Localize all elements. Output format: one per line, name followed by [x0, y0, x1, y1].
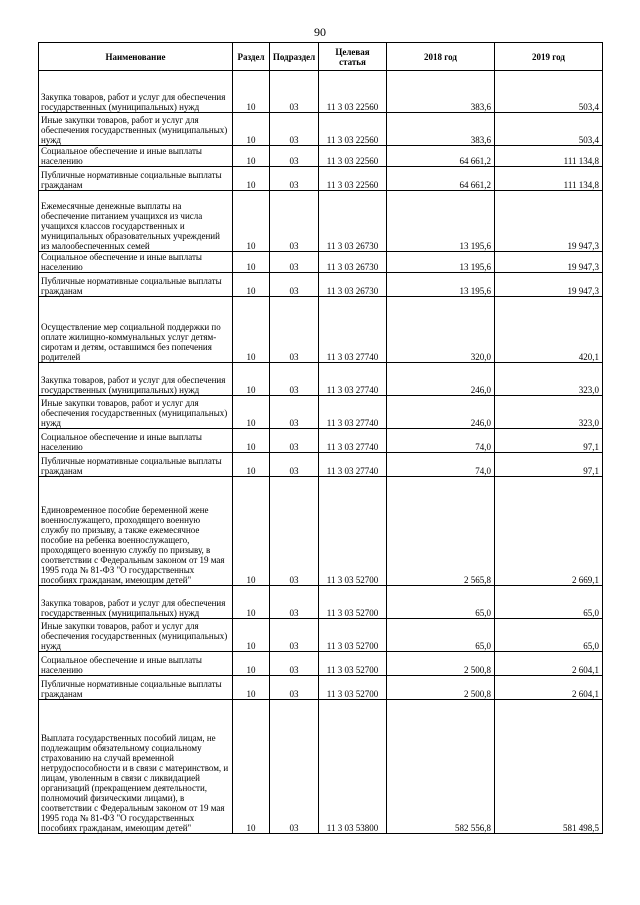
cell-2019: 19 947,3	[495, 252, 603, 273]
cell-subsection: 03	[270, 71, 319, 113]
cell-subsection: 03	[270, 586, 319, 619]
table-row	[39, 396, 603, 429]
table-row	[39, 586, 603, 619]
cell-2019: 503,4	[495, 113, 603, 146]
cell-name: Публичные нормативные социальные выплаты гражданам	[39, 273, 233, 297]
cell-name: Публичные нормативные социальные выплаты гражданам	[39, 453, 233, 477]
cell-2019: 111 134,8	[495, 146, 603, 167]
header-name: Наименование	[39, 43, 233, 71]
cell-2018: 2 565,8	[387, 477, 495, 586]
cell-name: Иные закупки товаров, работ и услуг для обеспечения государственных (муниципальных) нужд	[39, 619, 233, 652]
cell-2018: 246,0	[387, 363, 495, 396]
cell-name: Социальное обеспечение и иные выплаты населению	[39, 146, 233, 167]
cell-2018: 383,6	[387, 71, 495, 113]
table-row	[39, 429, 603, 453]
cell-2019: 581 498,5	[495, 700, 603, 834]
cell-name: Иные закупки товаров, работ и услуг для обеспечения государственных (муниципальных) нужд	[39, 113, 233, 146]
cell-target: 11 3 03 52700	[319, 586, 387, 619]
cell-subsection: 03	[270, 297, 319, 363]
cell-section: 10	[233, 252, 270, 273]
cell-2018: 64 661,2	[387, 146, 495, 167]
cell-section: 10	[233, 167, 270, 191]
header-section: Раздел	[233, 43, 270, 71]
table-row	[39, 363, 603, 396]
cell-section: 10	[233, 619, 270, 652]
cell-section: 10	[233, 297, 270, 363]
cell-section: 10	[233, 429, 270, 453]
table-row	[39, 477, 603, 586]
cell-2018: 65,0	[387, 586, 495, 619]
table-row	[39, 113, 603, 146]
cell-2018: 13 195,6	[387, 191, 495, 252]
cell-target: 11 3 03 52700	[319, 619, 387, 652]
cell-subsection: 03	[270, 429, 319, 453]
cell-section: 10	[233, 453, 270, 477]
cell-target: 11 3 03 53800	[319, 700, 387, 834]
cell-2019: 65,0	[495, 586, 603, 619]
cell-2018: 320,0	[387, 297, 495, 363]
cell-name: Осуществление мер социальной поддержки по оплате жилищно-коммунальных услуг детям-сиротам и детям, оставшимся без попечения родителей	[39, 297, 233, 363]
cell-subsection: 03	[270, 652, 319, 676]
cell-subsection: 03	[270, 700, 319, 834]
cell-subsection: 03	[270, 252, 319, 273]
cell-subsection: 03	[270, 396, 319, 429]
cell-target: 11 3 03 27740	[319, 396, 387, 429]
cell-2018: 2 500,8	[387, 652, 495, 676]
cell-section: 10	[233, 700, 270, 834]
cell-name: Выплата государственных пособий лицам, не подлежащим обязательному социальному страхованию на случай временной нетрудоспособности и в связи с материнством, и лицам, уволенным в связи с ликвидацией организаций (прекращением деятельности, полномочий физическими лицами), в соответствии с Федеральным законом от 19 мая 1995 года № 81-ФЗ "О государственных пособиях гражданам, имеющим детей"	[39, 700, 233, 834]
cell-2018: 65,0	[387, 619, 495, 652]
header-2018: 2018 год	[387, 43, 495, 71]
budget-table	[38, 42, 603, 834]
cell-2019: 503,4	[495, 71, 603, 113]
cell-target: 11 3 03 27740	[319, 453, 387, 477]
cell-subsection: 03	[270, 273, 319, 297]
cell-subsection: 03	[270, 676, 319, 700]
page-number: 90	[314, 25, 326, 39]
cell-name: Закупка товаров, работ и услуг для обеспечения государственных (муниципальных) нужд	[39, 363, 233, 396]
cell-section: 10	[233, 652, 270, 676]
cell-section: 10	[233, 477, 270, 586]
cell-2018: 246,0	[387, 396, 495, 429]
cell-target: 11 3 03 26730	[319, 252, 387, 273]
cell-subsection: 03	[270, 363, 319, 396]
cell-2019: 323,0	[495, 363, 603, 396]
cell-section: 10	[233, 146, 270, 167]
cell-subsection: 03	[270, 477, 319, 586]
cell-subsection: 03	[270, 453, 319, 477]
cell-2019: 323,0	[495, 396, 603, 429]
cell-2019: 2 669,1	[495, 477, 603, 586]
cell-subsection: 03	[270, 146, 319, 167]
table-row	[39, 453, 603, 477]
table-row	[39, 191, 603, 252]
cell-target: 11 3 03 52700	[319, 676, 387, 700]
cell-2018: 74,0	[387, 429, 495, 453]
cell-name: Закупка товаров, работ и услуг для обеспечения государственных (муниципальных) нужд	[39, 71, 233, 113]
cell-section: 10	[233, 396, 270, 429]
cell-2019: 97,1	[495, 429, 603, 453]
table-header-row	[39, 43, 603, 71]
cell-section: 10	[233, 113, 270, 146]
cell-2019: 19 947,3	[495, 273, 603, 297]
cell-subsection: 03	[270, 191, 319, 252]
cell-2018: 64 661,2	[387, 167, 495, 191]
cell-2019: 65,0	[495, 619, 603, 652]
cell-target: 11 3 03 26730	[319, 273, 387, 297]
cell-target: 11 3 03 27740	[319, 297, 387, 363]
cell-target: 11 3 03 52700	[319, 477, 387, 586]
cell-name: Социальное обеспечение и иные выплаты населению	[39, 252, 233, 273]
cell-target: 11 3 03 27740	[319, 363, 387, 396]
cell-target: 11 3 03 22560	[319, 113, 387, 146]
cell-2018: 13 195,6	[387, 252, 495, 273]
cell-section: 10	[233, 273, 270, 297]
cell-section: 10	[233, 191, 270, 252]
cell-name: Публичные нормативные социальные выплаты гражданам	[39, 676, 233, 700]
cell-2019: 111 134,8	[495, 167, 603, 191]
cell-subsection: 03	[270, 113, 319, 146]
cell-2018: 13 195,6	[387, 273, 495, 297]
table-row	[39, 619, 603, 652]
cell-section: 10	[233, 586, 270, 619]
cell-target: 11 3 03 26730	[319, 191, 387, 252]
cell-target: 11 3 03 27740	[319, 429, 387, 453]
header-subsection: Подраздел	[270, 43, 319, 71]
cell-subsection: 03	[270, 167, 319, 191]
cell-2019: 2 604,1	[495, 652, 603, 676]
cell-2018: 582 556,8	[387, 700, 495, 834]
cell-2018: 2 500,8	[387, 676, 495, 700]
cell-2018: 74,0	[387, 453, 495, 477]
header-target: Целевая статья	[319, 43, 387, 71]
cell-2019: 97,1	[495, 453, 603, 477]
table-row	[39, 700, 603, 834]
table-row	[39, 652, 603, 676]
cell-name: Ежемесячные денежные выплаты на обеспечение питанием учащихся из числа учащихся классов государственных и муниципальных образовательных учреждений из малообеспеченных семей	[39, 191, 233, 252]
cell-target: 11 3 03 22560	[319, 71, 387, 113]
cell-target: 11 3 03 52700	[319, 652, 387, 676]
table-row	[39, 297, 603, 363]
cell-target: 11 3 03 22560	[319, 146, 387, 167]
table-row	[39, 676, 603, 700]
cell-2019: 19 947,3	[495, 191, 603, 252]
cell-2019: 420,1	[495, 297, 603, 363]
cell-2019: 2 604,1	[495, 676, 603, 700]
table-row	[39, 167, 603, 191]
cell-section: 10	[233, 676, 270, 700]
table-row	[39, 146, 603, 167]
table-row	[39, 252, 603, 273]
table-row	[39, 71, 603, 113]
table-row	[39, 273, 603, 297]
cell-target: 11 3 03 22560	[319, 167, 387, 191]
cell-subsection: 03	[270, 619, 319, 652]
cell-name: Публичные нормативные социальные выплаты гражданам	[39, 167, 233, 191]
cell-name: Единовременное пособие беременной жене военнослужащего, проходящего военную службу по призыву, а также ежемесячное пособие на ребенка военнослужащего, проходящего военную службу по призыву, в соответствии с Федеральным законом от 19 мая 1995 года № 81-ФЗ "О государственных пособиях гражданам, имеющим детей"	[39, 477, 233, 586]
cell-section: 10	[233, 363, 270, 396]
cell-name: Социальное обеспечение и иные выплаты населению	[39, 652, 233, 676]
cell-name: Закупка товаров, работ и услуг для обеспечения государственных (муниципальных) нужд	[39, 586, 233, 619]
header-2019: 2019 год	[495, 43, 603, 71]
cell-name: Иные закупки товаров, работ и услуг для обеспечения государственных (муниципальных) нужд	[39, 396, 233, 429]
cell-name: Социальное обеспечение и иные выплаты населению	[39, 429, 233, 453]
cell-2018: 383,6	[387, 113, 495, 146]
cell-section: 10	[233, 71, 270, 113]
